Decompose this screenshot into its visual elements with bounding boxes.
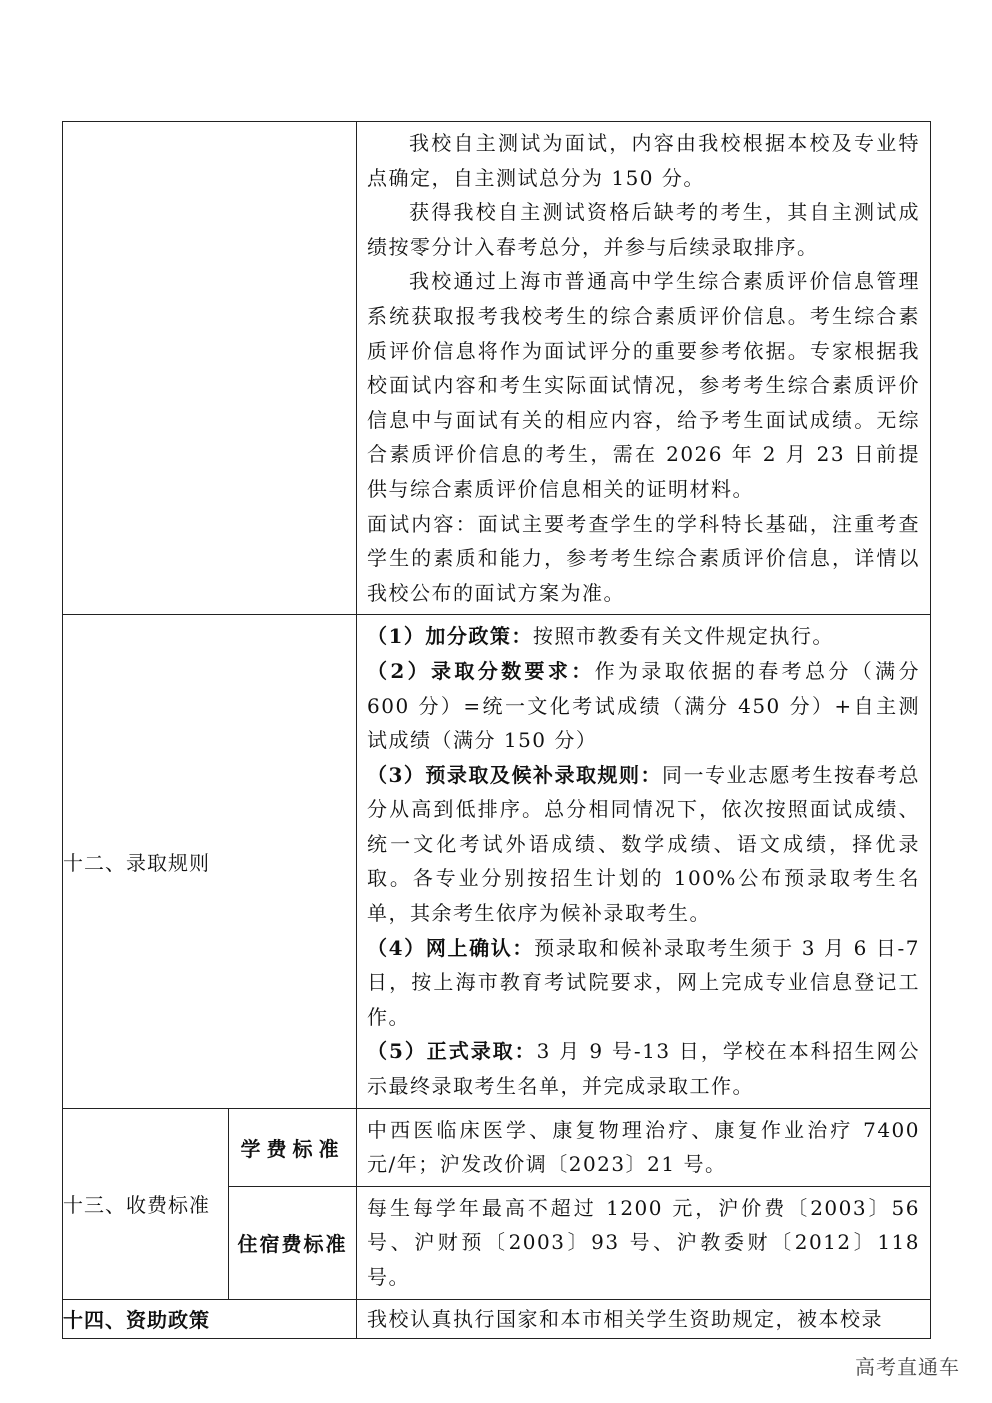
dorm-fee-label: 住宿费标准 — [229, 1186, 357, 1299]
row-financial-aid — [63, 1299, 931, 1339]
row-interview — [63, 122, 931, 615]
rule-text: 3 月 9 号-13 日，学校在本科招生网公示最终录取考生名单，并完成录取工作。 — [367, 1039, 920, 1099]
interview-paragraph: 面试内容：面试主要考查学生的学科特长基础，注重考查学生的素质和能力，参考考生综合素质评价信息，详情以我校公布的面试方案为准。 — [367, 511, 920, 605]
interview-paragraph: 我校通过上海市普通高中学生综合素质评价信息管理系统获取报考我校考生的综合素质评价信息。考生综合素质评价信息将作为面试评分的重要参考依据。专家根据我校面试内容和考生实际面试情况，参考考生综合素质评价信息中与面试有关的相应内容，给予考生面试成绩。无综合素质评价信息的考生，需在 2026 年 2 月 23 日前提供与综合素质评价信息相关的证明材料。 — [367, 269, 920, 501]
row-interview-content — [357, 122, 931, 615]
rule-text: 作为录取依据的春考总分（满分 600 分）=统一文化考试成绩（满分 450 分）+自主测试成绩（满分 150 分） — [367, 658, 921, 753]
interview-paragraph: 我校自主测试为面试，内容由我校根据本校及专业特点确定，自主测试总分为 150 分。 — [367, 131, 920, 190]
row-interview-label-cell — [63, 122, 357, 615]
rule-text: 同一专业志愿考生按春考总分从高到低排序。总分相同情况下，依次按照面试成绩、统一文化考试外语成绩、数学成绩、语文成绩，择优录取。各专业分别按招生计划的 100%公布预录取考生名单，其余考生依序为候补录取考生。 — [367, 762, 921, 926]
rule-item — [367, 619, 920, 654]
rule-head: （3）预录取及候补录取规则： — [367, 762, 662, 787]
rule-item — [367, 931, 920, 1035]
dorm-fee-text: 每生每学年最高不超过 1200 元，沪价费〔2003〕56 号、沪财预〔2003〕93 号、沪教委财〔2012〕118 号。 — [367, 1195, 920, 1289]
financial-aid-text: 我校认真执行国家和本市相关学生资助规定，被本校录 — [367, 1306, 883, 1331]
dorm-fee-content — [357, 1186, 931, 1299]
financial-aid-label: 十四、资助政策 — [63, 1299, 357, 1339]
watermark: 高考直通车 — [855, 1355, 960, 1379]
financial-aid-content — [357, 1299, 931, 1339]
rule-item — [367, 654, 920, 758]
interview-paragraph: 获得我校自主测试资格后缺考的考生，其自主测试成绩按零分计入春考总分，并参与后续录取排序。 — [367, 200, 920, 259]
admission-rules-content — [357, 615, 931, 1108]
rule-head: （4）网上确认： — [367, 935, 535, 960]
rule-item — [367, 1034, 920, 1103]
admission-table — [62, 121, 931, 1339]
row-tuition — [63, 1108, 931, 1186]
admission-rules-label: 十二、录取规则 — [63, 615, 357, 1108]
rule-text: 按照市教委有关文件规定执行。 — [532, 624, 834, 649]
row-admission-rules — [63, 615, 931, 1108]
tuition-text: 中西医临床医学、康复物理治疗、康复作业治疗 7400 元/年；沪发改价调〔2023〕21 号。 — [367, 1117, 920, 1177]
fees-label: 十三、收费标准 — [63, 1108, 229, 1299]
rule-head: （5）正式录取： — [367, 1039, 537, 1064]
rule-head: （1）加分政策： — [367, 624, 533, 649]
rule-text: 预录取和候补录取考生须于 3 月 6 日-7 日，按上海市教育考试院要求，网上完成专业信息登记工作。 — [367, 935, 920, 1029]
rule-item — [367, 758, 920, 931]
tuition-label: 学费标准 — [229, 1108, 357, 1186]
tuition-content — [357, 1108, 931, 1186]
rule-head: （2）录取分数要求： — [367, 658, 595, 683]
